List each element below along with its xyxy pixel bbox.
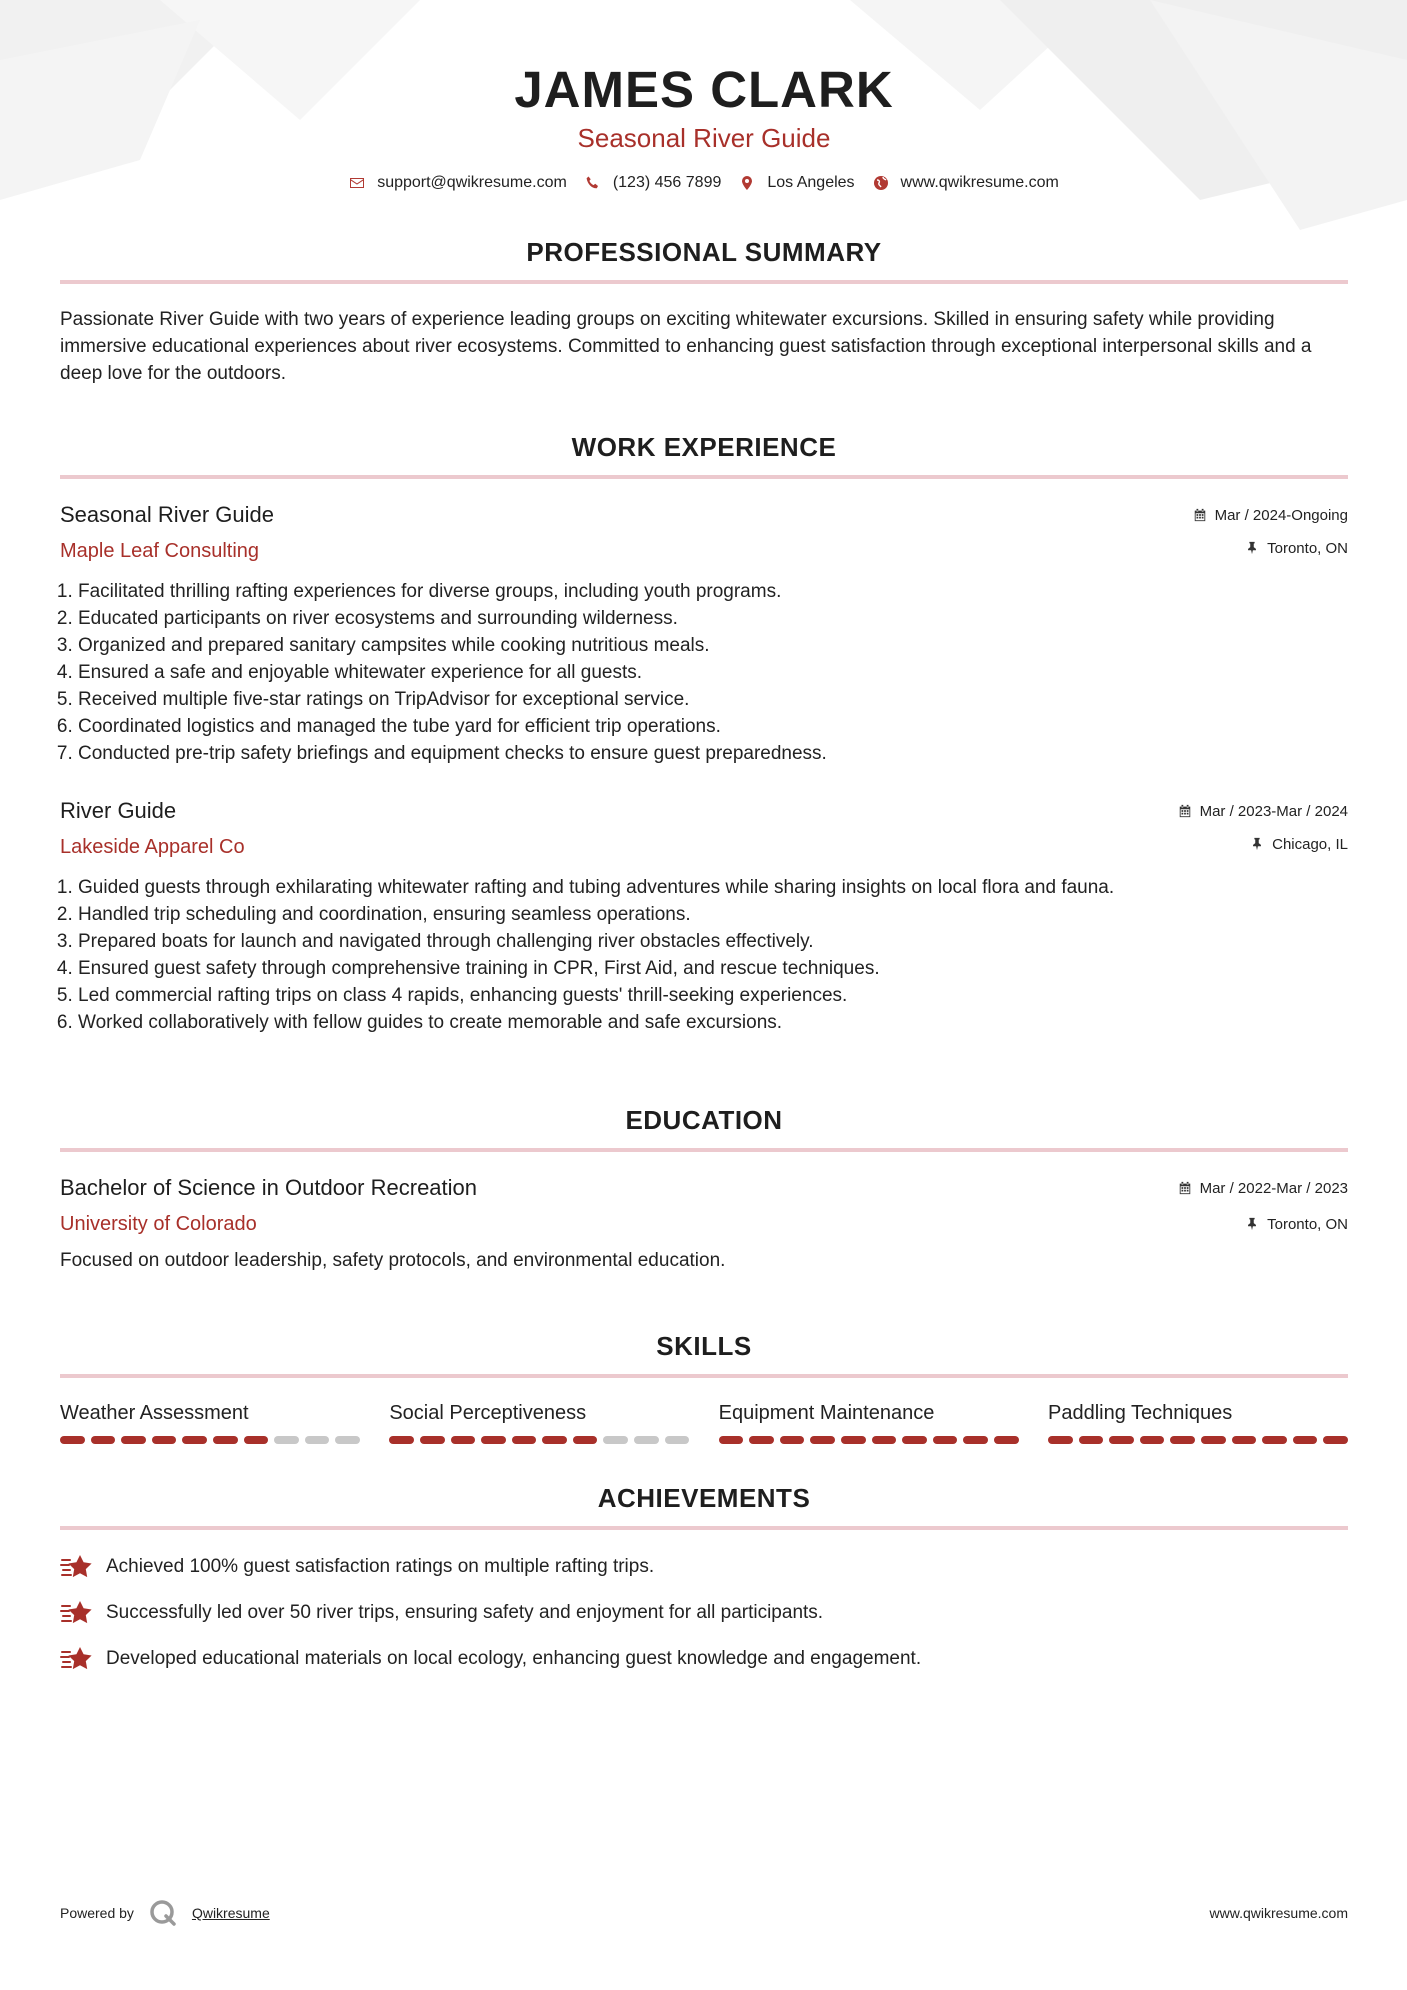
calendar-icon bbox=[1178, 804, 1192, 818]
envelope-icon bbox=[349, 175, 365, 191]
brand-link[interactable]: Qwikresume bbox=[191, 1905, 270, 1921]
skill-level-bar bbox=[60, 1436, 360, 1444]
contact-row bbox=[60, 174, 1348, 192]
skill-segment-filled bbox=[780, 1436, 805, 1444]
skills-heading: SKILLS bbox=[656, 1331, 752, 1361]
job-header bbox=[60, 501, 1348, 564]
summary-text: Passionate River Guide with two years of experience leading groups on exciting whitewater excursions. Skilled in ensuring safety while providing immersive educational experiences about river ecosystems. Committed to enhancing guest satisfaction through exceptional interpersonal skills and a deep love for the outdoors. bbox=[60, 309, 1312, 384]
skill-segment-empty bbox=[603, 1436, 628, 1444]
list-item: 6. Coordinated logistics and managed the tube yard for efficient trip operations. bbox=[78, 713, 1348, 740]
skill-segment-filled bbox=[810, 1436, 835, 1444]
skill-segment-filled bbox=[420, 1436, 445, 1444]
skill-name: Paddling Techniques bbox=[1047, 1402, 1233, 1424]
summary-heading: PROFESSIONAL SUMMARY bbox=[526, 237, 882, 267]
skill-level-bar bbox=[1048, 1436, 1348, 1444]
list-item: 3. Prepared boats for launch and navigated through challenging river obstacles effectively. bbox=[78, 928, 1348, 955]
job-location: Toronto, ON bbox=[1267, 539, 1348, 557]
achievement-item bbox=[60, 1552, 1348, 1580]
achievement-item bbox=[60, 1644, 1348, 1672]
list-item: 2. Educated participants on river ecosystems and surrounding wilderness. bbox=[78, 605, 1348, 632]
summary-divider bbox=[60, 280, 1348, 284]
job-company: Lakeside Apparel Co bbox=[60, 836, 245, 858]
skill-segment-filled bbox=[1232, 1436, 1257, 1444]
skill-segment-filled bbox=[1048, 1436, 1073, 1444]
experience-section bbox=[60, 431, 1348, 1036]
job-title: Seasonal River Guide bbox=[60, 502, 275, 527]
skill-segment-filled bbox=[963, 1436, 988, 1444]
skills-list bbox=[60, 1400, 1348, 1444]
list-item: 5. Led commercial rafting trips on class 4 rapids, enhancing guests' thrill-seeking experiences. bbox=[78, 982, 1348, 1009]
skill-segment-filled bbox=[451, 1436, 476, 1444]
page-footer bbox=[60, 1898, 1348, 1928]
star-badge-icon bbox=[60, 1552, 94, 1580]
job-title: River Guide bbox=[60, 798, 177, 823]
skill-segment-filled bbox=[389, 1436, 414, 1444]
website-text: www.qwikresume.com bbox=[900, 174, 1059, 191]
skill-segment-filled bbox=[91, 1436, 116, 1444]
job-entry bbox=[60, 501, 1348, 767]
contact-website[interactable] bbox=[873, 174, 1059, 192]
skill-item bbox=[389, 1400, 689, 1444]
job-meta bbox=[1178, 797, 1348, 854]
skill-item bbox=[719, 1400, 1019, 1444]
phone-text: (123) 456 7899 bbox=[612, 174, 722, 191]
skill-segment-filled bbox=[573, 1436, 598, 1444]
list-item: 2. Handled trip scheduling and coordination, ensuring seamless operations. bbox=[78, 901, 1348, 928]
job-duties bbox=[60, 874, 1348, 1036]
skill-segment-filled bbox=[1079, 1436, 1104, 1444]
skill-name: Weather Assessment bbox=[60, 1402, 249, 1424]
contact-email[interactable] bbox=[349, 174, 567, 192]
experience-heading: WORK EXPERIENCE bbox=[571, 432, 837, 462]
school-name: University of Colorado bbox=[60, 1213, 257, 1235]
job-meta bbox=[1193, 501, 1348, 558]
calendar-icon bbox=[1178, 1181, 1192, 1195]
footer-website[interactable]: www.qwikresume.com bbox=[1209, 1905, 1348, 1921]
list-item: 4. Ensured a safe and enjoyable whitewater experience for all guests. bbox=[78, 659, 1348, 686]
resume-page bbox=[60, 0, 1348, 1672]
job-header bbox=[60, 797, 1348, 860]
education-dates: Mar / 2022-Mar / 2023 bbox=[1199, 1179, 1348, 1197]
education-section bbox=[60, 1104, 1348, 1274]
achievements-heading: ACHIEVEMENTS bbox=[597, 1483, 811, 1513]
skill-segment-filled bbox=[1323, 1436, 1348, 1444]
powered-by-label: Powered by bbox=[60, 1905, 134, 1921]
skill-segment-empty bbox=[665, 1436, 690, 1444]
achievements-list bbox=[60, 1552, 1348, 1672]
education-heading: EDUCATION bbox=[625, 1105, 783, 1135]
pushpin-icon bbox=[1245, 541, 1259, 555]
skill-segment-filled bbox=[749, 1436, 774, 1444]
skill-name: Social Perceptiveness bbox=[389, 1402, 587, 1424]
skill-segment-empty bbox=[305, 1436, 330, 1444]
job-location: Chicago, IL bbox=[1272, 835, 1348, 853]
skill-segment-filled bbox=[60, 1436, 85, 1444]
list-item: 7. Conducted pre-trip safety briefings and equipment checks to ensure guest preparedness. bbox=[78, 740, 1348, 767]
skill-segment-filled bbox=[1140, 1436, 1165, 1444]
contact-location bbox=[739, 174, 854, 192]
achievements-section bbox=[60, 1482, 1348, 1672]
job-duties bbox=[60, 578, 1348, 767]
skill-segment-filled bbox=[1170, 1436, 1195, 1444]
job-dates: Mar / 2023-Mar / 2024 bbox=[1199, 802, 1348, 820]
skill-segment-filled bbox=[1293, 1436, 1318, 1444]
skill-segment-filled bbox=[719, 1436, 744, 1444]
list-item: 1. Guided guests through exhilarating whitewater rafting and tubing adventures while sharing insights on local flora and fauna. bbox=[78, 874, 1348, 901]
skill-segment-filled bbox=[933, 1436, 958, 1444]
phone-icon bbox=[585, 175, 601, 191]
list-item: 1. Facilitated thrilling rafting experiences for diverse groups, including youth programs. bbox=[78, 578, 1348, 605]
skill-segment-filled bbox=[512, 1436, 537, 1444]
skill-segment-filled bbox=[182, 1436, 207, 1444]
experience-divider bbox=[60, 475, 1348, 479]
candidate-title: Seasonal River Guide bbox=[577, 123, 831, 153]
skill-segment-empty bbox=[634, 1436, 659, 1444]
email-text: support@qwikresume.com bbox=[377, 174, 567, 191]
location-text: Los Angeles bbox=[767, 174, 855, 191]
summary-section bbox=[60, 236, 1348, 387]
candidate-name: JAMES CLARK bbox=[514, 61, 894, 118]
achievement-text: Developed educational materials on local ecology, enhancing guest knowledge and engagement. bbox=[106, 1647, 922, 1669]
skills-section bbox=[60, 1330, 1348, 1444]
star-badge-icon bbox=[60, 1644, 94, 1672]
skills-divider bbox=[60, 1374, 1348, 1378]
education-meta bbox=[1178, 1174, 1348, 1234]
skill-segment-filled bbox=[213, 1436, 238, 1444]
list-item: 4. Ensured guest safety through comprehensive training in CPR, First Aid, and rescue techniques. bbox=[78, 955, 1348, 982]
powered-by bbox=[60, 1898, 270, 1928]
skill-segment-filled bbox=[121, 1436, 146, 1444]
list-item: 6. Worked collaboratively with fellow guides to create memorable and safe excursions. bbox=[78, 1009, 1348, 1036]
skill-segment-filled bbox=[542, 1436, 567, 1444]
education-header bbox=[60, 1174, 1348, 1237]
qwikresume-logo-icon bbox=[148, 1898, 178, 1928]
education-description: Focused on outdoor leadership, safety protocols, and environmental education. bbox=[60, 1250, 726, 1271]
education-location: Toronto, ON bbox=[1267, 1215, 1348, 1233]
achievement-item bbox=[60, 1598, 1348, 1626]
globe-icon bbox=[873, 175, 889, 191]
skill-name: Equipment Maintenance bbox=[718, 1402, 935, 1424]
degree-title: Bachelor of Science in Outdoor Recreation bbox=[60, 1175, 478, 1200]
skill-level-bar bbox=[719, 1436, 1019, 1444]
achievement-text: Achieved 100% guest satisfaction ratings on multiple rafting trips. bbox=[106, 1555, 655, 1577]
map-pin-icon bbox=[739, 175, 755, 191]
star-badge-icon bbox=[60, 1598, 94, 1626]
job-entry bbox=[60, 797, 1348, 1036]
resume-header bbox=[60, 0, 1348, 192]
list-item: 3. Organized and prepared sanitary campsites while cooking nutritious meals. bbox=[78, 632, 1348, 659]
education-entry bbox=[60, 1174, 1348, 1274]
contact-phone[interactable] bbox=[585, 174, 722, 192]
skill-segment-filled bbox=[1262, 1436, 1287, 1444]
calendar-icon bbox=[1193, 508, 1207, 522]
education-divider bbox=[60, 1148, 1348, 1152]
skill-segment-filled bbox=[902, 1436, 927, 1444]
skill-item bbox=[60, 1400, 360, 1444]
skill-segment-filled bbox=[872, 1436, 897, 1444]
skill-segment-filled bbox=[1109, 1436, 1134, 1444]
skill-segment-filled bbox=[1201, 1436, 1226, 1444]
job-dates: Mar / 2024-Ongoing bbox=[1214, 506, 1348, 524]
skill-level-bar bbox=[389, 1436, 689, 1444]
list-item: 5. Received multiple five-star ratings on TripAdvisor for exceptional service. bbox=[78, 686, 1348, 713]
skill-segment-filled bbox=[152, 1436, 177, 1444]
pushpin-icon bbox=[1250, 837, 1264, 851]
skill-segment-filled bbox=[994, 1436, 1019, 1444]
achievement-text: Successfully led over 50 river trips, ensuring safety and enjoyment for all participants. bbox=[106, 1601, 824, 1623]
pushpin-icon bbox=[1245, 1217, 1259, 1231]
job-company: Maple Leaf Consulting bbox=[60, 540, 260, 562]
skill-segment-filled bbox=[841, 1436, 866, 1444]
skill-segment-filled bbox=[481, 1436, 506, 1444]
achievements-divider bbox=[60, 1526, 1348, 1530]
skill-item bbox=[1048, 1400, 1348, 1444]
skill-segment-empty bbox=[274, 1436, 299, 1444]
skill-segment-empty bbox=[335, 1436, 360, 1444]
skill-segment-filled bbox=[244, 1436, 269, 1444]
